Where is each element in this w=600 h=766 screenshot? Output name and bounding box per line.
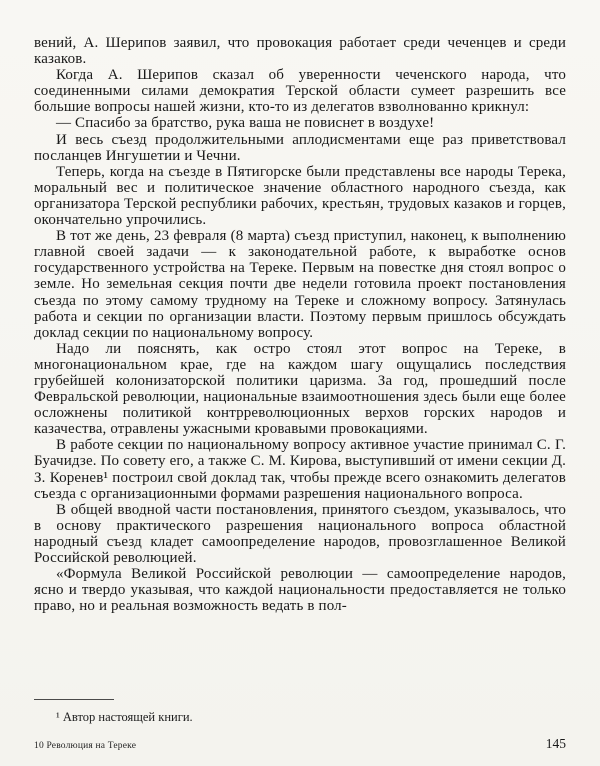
body-text [34,35,566,614]
footnote-separator [34,699,114,700]
page-footer [34,736,566,752]
paragraph: Надо ли пояснять, как остро стоял этот вопрос на Тереке, в многонациональном крае, где на каждом шагу ощущались последствия грубейшей колонизаторской политики царизма. За год, прошедший после Февральской революции, национальные взаимоотношения здесь были еще более осложнены политикой контрреволюционных верхов горских народов и казачества, отравлены ужасными кровавыми провокациями. [34,340,566,438]
paragraph: «Формула Великой Российской революции — самоопределение народов, ясно и твердо указывая, что каждой национальности предоставляется не только право, но и реальная возможность ведать в пол- [34,566,566,615]
signature-mark: 10 Революция на Тереке [34,741,137,751]
paragraph: Теперь, когда на съезде в Пятигорске были представлены все народы Терека, моральный вес и политическое значение областного народного съезда, как организатора Терской республики рабочих, крестьян, трудовых казаков и горцев, окончательно упрочились. [34,163,566,229]
paragraph: Когда А. Шерипов сказал об уверенности чеченского народа, что соединенными силами демократия Терской области сумеет разрешить все большие вопросы нашей жизни, кто-то из делегатов взволнованно крикнул: [34,67,566,116]
paragraph: — Спасибо за братство, рука ваша не повиснет в воздухе! [56,115,435,132]
paragraph: вений, А. Шерипов заявил, что провокация работает среди чеченцев и среди казаков. [34,35,566,68]
paragraph: И весь съезд продолжительными аплодисментами еще раз приветствовал посланцев Ингушетии и Чечни. [34,131,566,164]
footnote: ¹ Автор настоящей книги. [56,710,193,724]
paragraph: В тот же день, 23 февраля (8 марта) съезд приступил, наконец, к выполнению главной своей задачи — к законодательной работе, к выработке основ государственного устройства на Тереке. Первым на повестке дня стоял вопрос о земле. Но земельная секция почти две недели готовила проект постановления съезда по этому самому трудному на Тереке и сложному вопросу. Затянулась работа и секции по организации власти. Поэтому первым пришлось обсуждать доклад секции по национальному вопросу. [34,228,566,341]
paragraph: В общей вводной части постановления, принятого съездом, указывалось, что в основу практического разрешения национального вопроса областной народный съезд кладет самоопределение народов, провозглашенное Великой Российской революцией. [34,501,566,566]
paragraph: В работе секции по национальному вопросу активное участие принимал С. Г. Буачидзе. По совету его, а также С. М. Кирова, выступивший от имени секции Д. З. Коренев¹ построил свой доклад так, чтобы прежде всего ознакомить делегатов съезда с организационными формами разрешения национального вопроса. [34,437,566,502]
page-number: 145 [545,736,566,751]
